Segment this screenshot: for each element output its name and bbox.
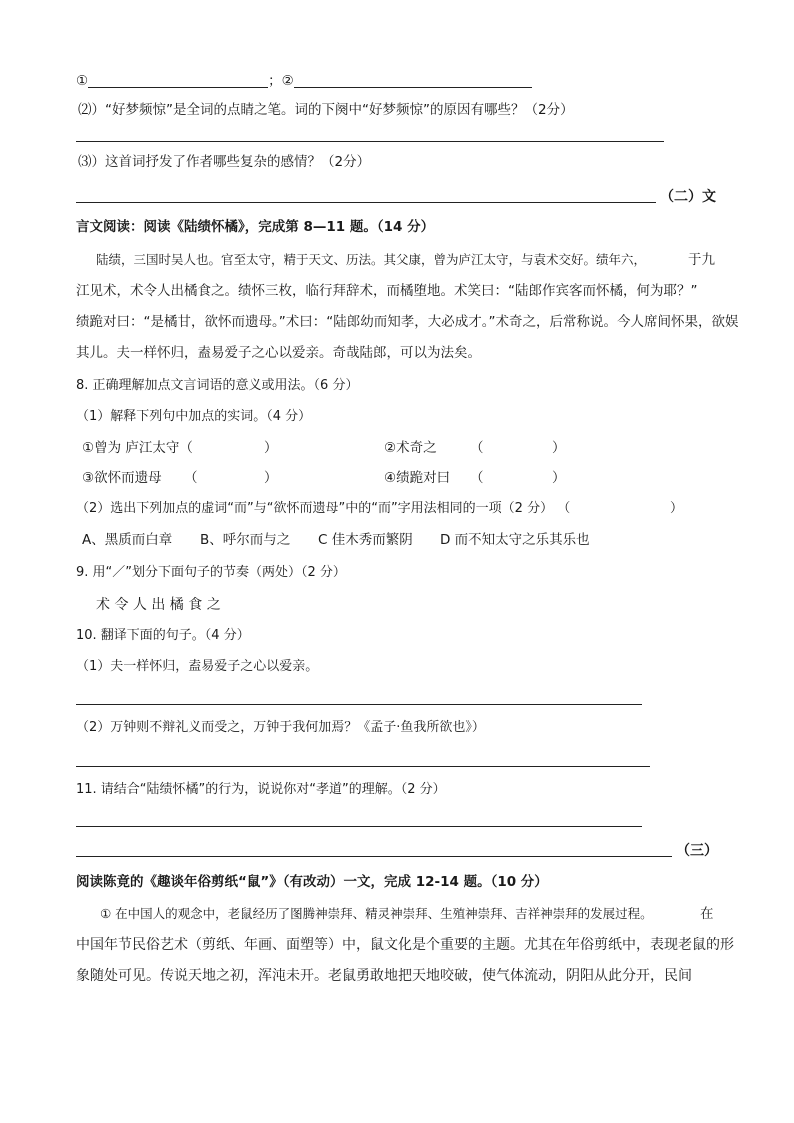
passage-line-1 <box>96 251 646 269</box>
answer-blank-1[interactable] <box>88 73 268 88</box>
answer-line[interactable] <box>76 704 642 705</box>
question-8-sub2: （2）选出下列加点的虚词“而”与“欲怀而遗母”中的“而”字用法相同的一项（2 分） （ <box>76 501 571 516</box>
q8-item-2: ②术奇之 <box>384 440 437 456</box>
section-2-label: （二）文 <box>660 189 716 205</box>
passage-line-4: 其儿。夫一样怀归，盍易爱子之心以爱亲。奇哉陆郎，可以为法矣。 <box>76 345 481 361</box>
passage2-line-2: 中国年节民俗艺术（剪纸、年画、面塑等）中，鼠文化是个重要的主题。尤其在年俗剪纸中，表现老鼠的形 <box>76 937 734 953</box>
q8-item-4: ④绩跪对曰 <box>384 470 451 486</box>
question-text: ）这首词抒发了作者哪些复杂的感情？（2分） <box>91 154 371 170</box>
blank-marker-2: ；② <box>268 73 294 89</box>
q8-item-3: ③欲怀而遗母 <box>82 470 162 486</box>
q8-item-3-open: （ <box>184 470 198 486</box>
question-8-sub1: （1）解释下列句中加点的实词。（4 分） <box>76 409 312 424</box>
answer-line[interactable] <box>76 766 650 767</box>
q8-option-d[interactable]: D 而不知太守之乐其乐也 <box>440 532 590 548</box>
q8-option-a[interactable]: A、黑质而白章 <box>82 532 173 548</box>
q8-item-4-open: （ <box>470 470 484 486</box>
answer-line[interactable] <box>76 202 656 203</box>
question-number: ⑶ <box>78 154 92 170</box>
passage-line-3: 绩跪对曰：“是橘甘，欲怀而遗母。”术曰：“陆郎幼而知孝，大必成才。”术奇之，后常称说。今人席间怀果，欲娱 <box>76 314 739 330</box>
question-11-title: 11. 请结合“陆绩怀橘”的行为，说说你对“孝道”的理解。（2 分） <box>76 782 446 797</box>
question-10-title: 10. 翻译下面的句子。（4 分） <box>76 628 250 643</box>
q8-item-2-close: ） <box>552 440 566 456</box>
section-3-heading: 阅读陈竟的《趣谈年俗剪纸“鼠”》（有改动）一文，完成 12-14 题。（10 分） <box>76 874 548 890</box>
section-3-label: （三） <box>676 843 718 859</box>
answer-line[interactable] <box>76 856 672 857</box>
passage2-line-1: ① 在中国人的观念中，老鼠经历了图腾神崇拜、精灵神崇拜、生殖神崇拜、吉祥神崇拜的发展过程。 <box>100 906 653 921</box>
q8-item-1-close: ） <box>264 440 278 456</box>
question-8-title: 8. 正确理解加点文言词语的意义或用法。（6 分） <box>76 378 359 393</box>
question-10-s1: （1）夫一样怀归，盍易爱子之心以爱亲。 <box>76 659 319 674</box>
question-number: ⑵ <box>78 102 92 118</box>
question-6-3 <box>78 153 370 171</box>
q8-item-4-close: ） <box>552 470 566 486</box>
question-9-title: 9. 用“／”划分下面句子的节奏（两处）（2 分） <box>76 565 346 580</box>
q8-option-c[interactable]: C 佳木秀而繁阴 <box>318 532 413 548</box>
question-8-sub2-close: ） <box>670 501 684 516</box>
question-10-s2: （2）万钟则不辩礼义而受之，万钟于我何加焉？《孟子·鱼我所欲也》） <box>76 720 485 735</box>
passage2-line-1-end: 在 <box>700 906 714 922</box>
passage-line-2: 江见术，术令人出橘食之。绩怀三枚，临行拜辞术，而橘堕地。术笑曰：“陆郎作宾客而怀橘，何为耶？” <box>76 283 698 299</box>
passage-text: 陆绩，三国时吴人也。官至太守，精于天文、历法。其父康，曾为庐江太守，与袁术交好。绩年六， <box>96 252 647 267</box>
q8-option-b[interactable]: B、呼尔而与之 <box>200 532 291 548</box>
passage-line-1-end: 于九 <box>688 252 715 268</box>
question-6-2 <box>78 101 574 119</box>
passage2-line-3: 象随处可见。传说天地之初，浑沌未开。老鼠勇敢地把天地咬破，使气体流动，阴阳从此分开，民间 <box>76 968 692 984</box>
answer-line[interactable] <box>76 826 642 827</box>
blank-marker-1: ① <box>76 73 89 89</box>
q8-item-3-close: ） <box>264 470 278 486</box>
question-text: ）“好梦频惊”是全词的点睛之笔。词的下阕中“好梦频惊”的原因有哪些？（2分） <box>91 102 574 118</box>
q8-item-2-open: （ <box>470 440 484 456</box>
answer-blank-2[interactable] <box>294 73 532 88</box>
section-2-heading: 言文阅读：阅读《陆绩怀橘》，完成第 8—11 题。（14 分） <box>76 219 435 235</box>
q6-blank-row <box>76 72 532 90</box>
answer-line[interactable] <box>76 141 664 142</box>
q8-item-1: ①曾为 庐江太守（ <box>82 440 193 456</box>
question-9-sentence: 术 令 人 出 橘 食 之 <box>96 597 221 613</box>
